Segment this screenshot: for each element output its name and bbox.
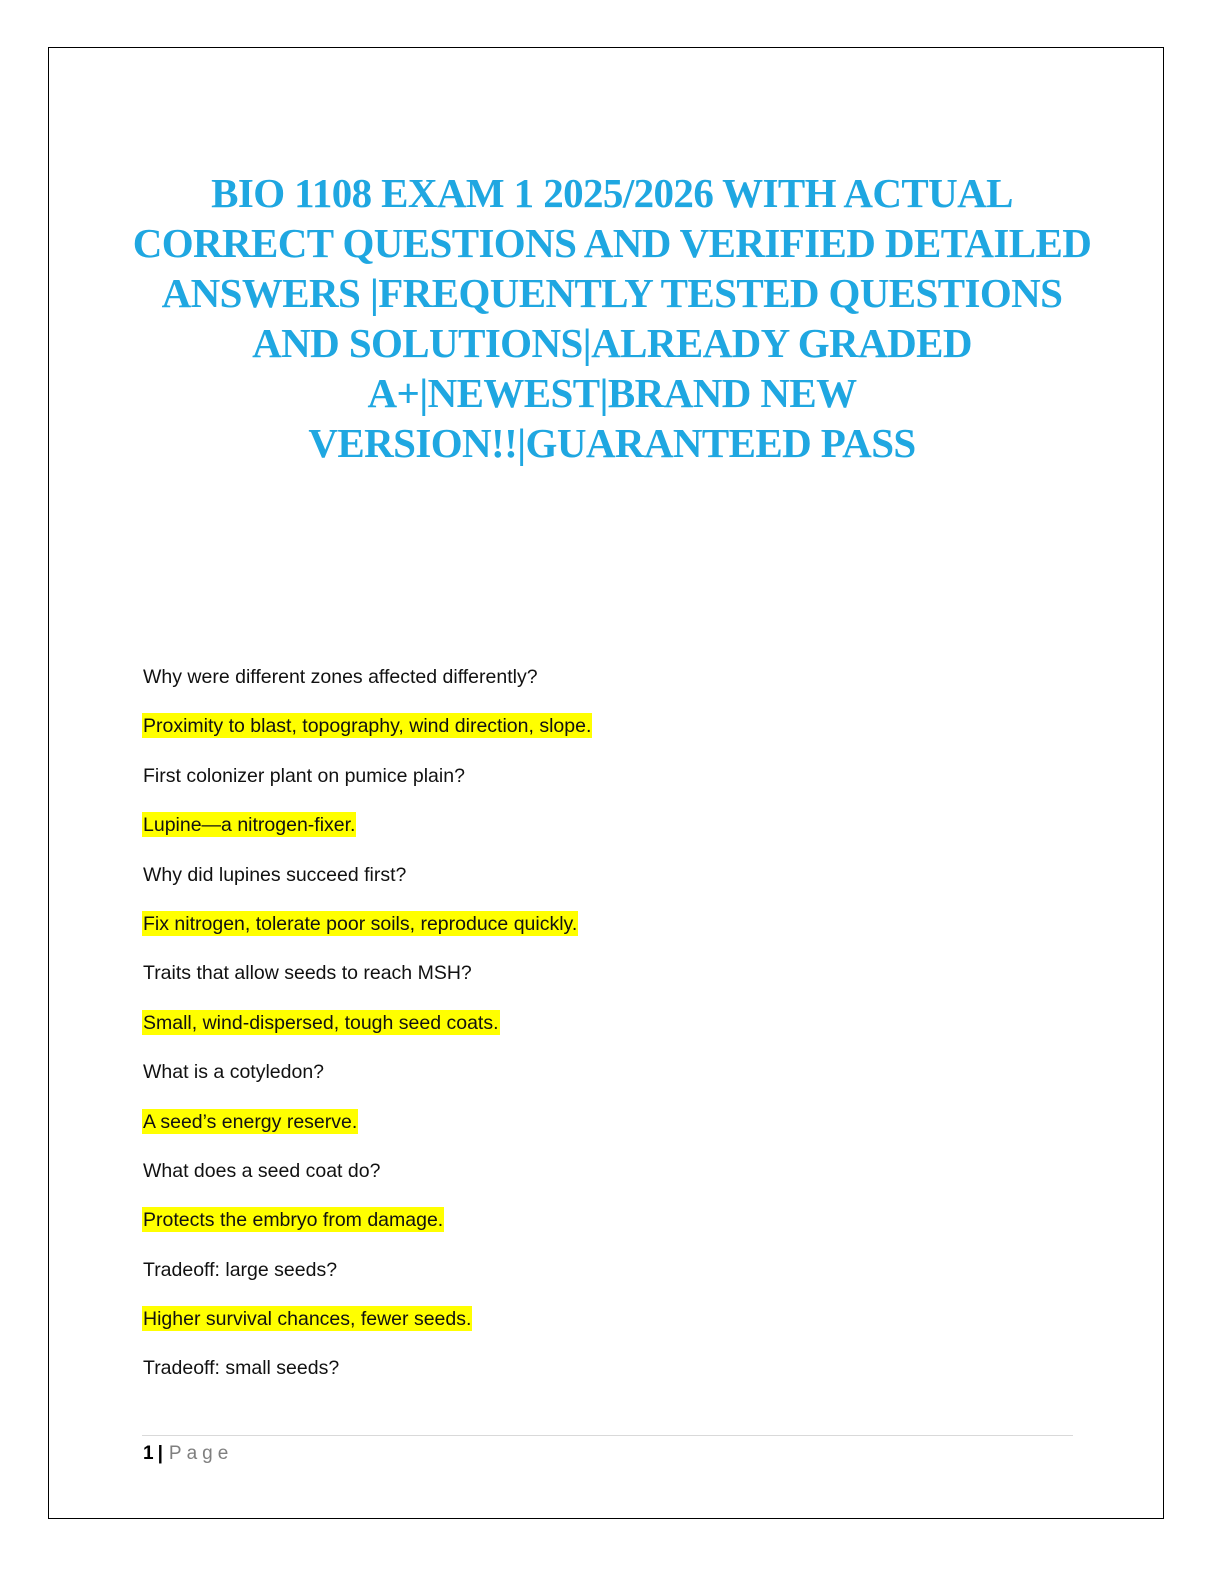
question-text: Traits that allow seeds to reach MSH? — [143, 962, 472, 985]
question-3 — [142, 860, 1072, 909]
question-text: Why were different zones affected differently? — [143, 666, 538, 688]
question-text: What is a cotyledon? — [143, 1061, 325, 1084]
page-footer — [143, 1441, 233, 1467]
question-8 — [142, 1353, 1072, 1402]
qa-list — [142, 662, 1072, 1403]
answer-text: A seed’s energy reserve. — [143, 1110, 358, 1133]
question-text: Tradeoff: large seeds? — [143, 1258, 338, 1281]
footer-divider — [142, 1435, 1073, 1436]
document-title: BIO 1108 EXAM 1 2025/2026 WITH ACTUAL CORRECT QUESTIONS AND VERIFIED DETAILED ANSWERS |FREQUENTLY TESTED QUESTIONS AND SOLUTIONS|ALREADY GRADED A+|NEWEST|BRAND NEW VERSION!!|GUARANTEED PASS — [132, 170, 1092, 466]
question-1 — [142, 662, 1072, 711]
answer-7 — [142, 1304, 1072, 1353]
question-2 — [142, 761, 1072, 810]
answer-2 — [142, 810, 1072, 859]
answer-text: Proximity to blast, topography, wind direction, slope. — [143, 715, 592, 738]
page-label: Page — [168, 1443, 234, 1464]
question-5 — [142, 1057, 1072, 1106]
page-separator: | — [157, 1443, 163, 1464]
answer-text: Fix nitrogen, tolerate poor soils, reproduce quickly. — [143, 912, 578, 935]
answer-text: Protects the embryo from damage. — [143, 1209, 444, 1232]
answer-1 — [142, 711, 1072, 760]
answer-text: Higher survival chances, fewer seeds. — [143, 1308, 472, 1331]
page-number: 1 — [143, 1443, 154, 1464]
question-text: Tradeoff: small seeds? — [143, 1357, 340, 1380]
answer-4 — [142, 1008, 1072, 1057]
answer-5 — [142, 1107, 1072, 1156]
answer-text: Small, wind-dispersed, tough seed coats. — [143, 1011, 499, 1034]
answer-3 — [142, 909, 1072, 958]
question-text: Why did lupines succeed first? — [143, 863, 407, 886]
question-6 — [142, 1156, 1072, 1205]
question-text: First colonizer plant on pumice plain? — [143, 764, 465, 787]
answer-6 — [142, 1205, 1072, 1254]
question-7 — [142, 1255, 1072, 1304]
answer-text: Lupine—a nitrogen-fixer. — [143, 814, 356, 837]
question-text: What does a seed coat do? — [143, 1159, 381, 1182]
question-4 — [142, 958, 1072, 1007]
